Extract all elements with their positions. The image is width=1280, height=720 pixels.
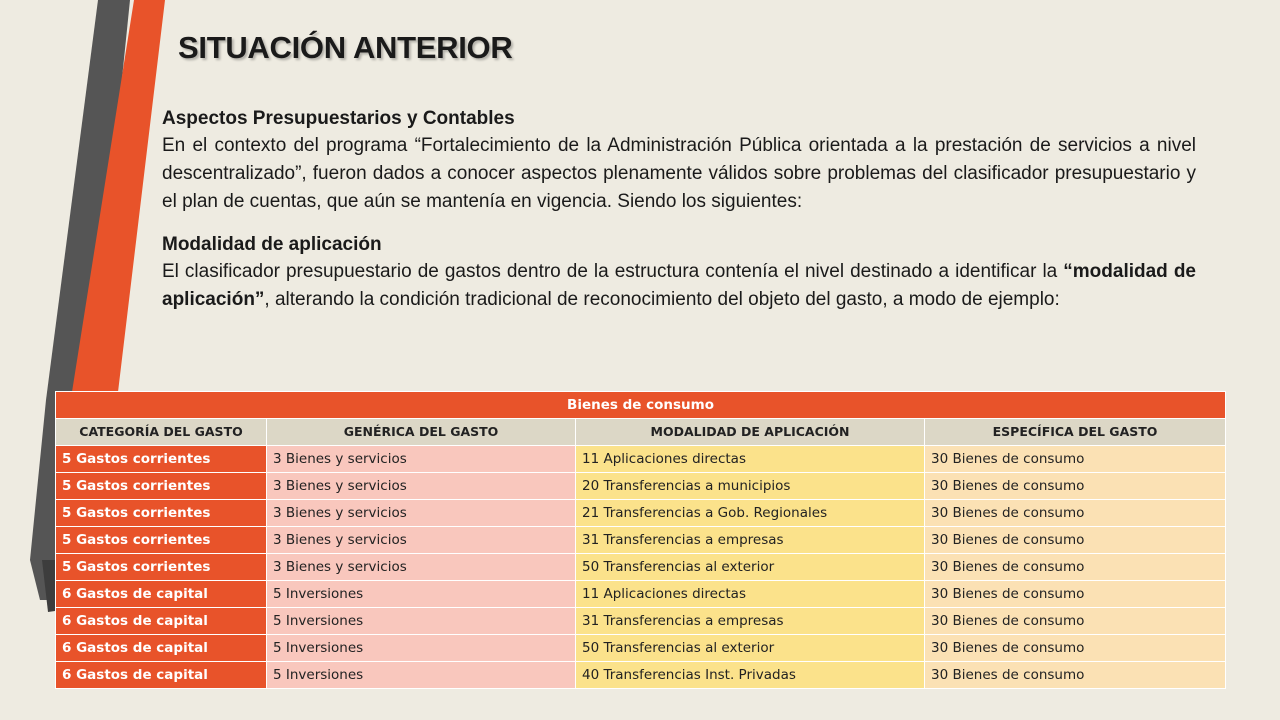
section-body-aspectos: En el contexto del programa “Fortalecimiento de la Administración Pública orientada a la prestación de servicios a nivel descentralizado”, fueron dados a conocer aspectos plenamente válidos sobre problemas del clasificador presupuestario y el plan de cuentas, que aún se mantenía en vigencia. Siendo los siguientes: xyxy=(162,135,1196,212)
cell-modalidad: 31 Transferencias a empresas xyxy=(576,608,925,635)
table-row xyxy=(56,554,1226,581)
cell-categoria: 6 Gastos de capital xyxy=(56,635,267,662)
section-body-modalidad xyxy=(162,258,1196,314)
cell-modalidad: 50 Transferencias al exterior xyxy=(576,554,925,581)
table-row xyxy=(56,527,1226,554)
table-row xyxy=(56,608,1226,635)
cell-generica: 3 Bienes y servicios xyxy=(267,500,576,527)
cell-generica: 5 Inversiones xyxy=(267,608,576,635)
slide-content xyxy=(162,106,1196,314)
cell-categoria: 5 Gastos corrientes xyxy=(56,500,267,527)
cell-categoria: 6 Gastos de capital xyxy=(56,662,267,689)
cell-especifica: 30 Bienes de consumo xyxy=(925,608,1226,635)
cell-generica: 3 Bienes y servicios xyxy=(267,554,576,581)
cell-categoria: 5 Gastos corrientes xyxy=(56,446,267,473)
body-text-start: El clasificador presupuestario de gastos dentro de la estructura contenía el nivel destinado a identificar la xyxy=(162,261,1064,282)
cell-modalidad: 11 Aplicaciones directas xyxy=(576,446,925,473)
cell-especifica: 30 Bienes de consumo xyxy=(925,500,1226,527)
table-title-row xyxy=(56,392,1226,419)
cell-categoria: 5 Gastos corrientes xyxy=(56,527,267,554)
table-row xyxy=(56,446,1226,473)
table-row xyxy=(56,581,1226,608)
cell-modalidad: 40 Transferencias Inst. Privadas xyxy=(576,662,925,689)
slide-title: SITUACIÓN ANTERIOR xyxy=(178,30,513,65)
cell-modalidad: 31 Transferencias a empresas xyxy=(576,527,925,554)
cell-especifica: 30 Bienes de consumo xyxy=(925,662,1226,689)
table-row xyxy=(56,662,1226,689)
cell-especifica: 30 Bienes de consumo xyxy=(925,527,1226,554)
cell-especifica: 30 Bienes de consumo xyxy=(925,581,1226,608)
table-row xyxy=(56,635,1226,662)
cell-categoria: 6 Gastos de capital xyxy=(56,608,267,635)
cell-generica: 5 Inversiones xyxy=(267,581,576,608)
header-categoria: CATEGORÍA DEL GASTO xyxy=(56,419,267,446)
body-text-bold: “modalidad de aplicación” xyxy=(162,261,1196,310)
body-text-end: , alterando la condición tradicional de reconocimiento del objeto del gasto, a modo de ejemplo: xyxy=(264,289,1060,310)
cell-modalidad: 11 Aplicaciones directas xyxy=(576,581,925,608)
table-row xyxy=(56,500,1226,527)
cell-generica: 5 Inversiones xyxy=(267,635,576,662)
cell-generica: 5 Inversiones xyxy=(267,662,576,689)
cell-modalidad: 21 Transferencias a Gob. Regionales xyxy=(576,500,925,527)
cell-categoria: 5 Gastos corrientes xyxy=(56,554,267,581)
table-title: Bienes de consumo xyxy=(56,392,1226,419)
budget-classifier-table xyxy=(55,391,1226,689)
header-generica: GENÉRICA DEL GASTO xyxy=(267,419,576,446)
section-heading-aspectos: Aspectos Presupuestarios y Contables xyxy=(162,108,515,129)
cell-categoria: 5 Gastos corrientes xyxy=(56,473,267,500)
cell-generica: 3 Bienes y servicios xyxy=(267,473,576,500)
cell-modalidad: 50 Transferencias al exterior xyxy=(576,635,925,662)
cell-especifica: 30 Bienes de consumo xyxy=(925,635,1226,662)
header-modalidad: MODALIDAD DE APLICACIÓN xyxy=(576,419,925,446)
cell-generica: 3 Bienes y servicios xyxy=(267,446,576,473)
section-heading-modalidad: Modalidad de aplicación xyxy=(162,234,382,255)
cell-categoria: 6 Gastos de capital xyxy=(56,581,267,608)
table-header-row xyxy=(56,419,1226,446)
cell-especifica: 30 Bienes de consumo xyxy=(925,446,1226,473)
cell-generica: 3 Bienes y servicios xyxy=(267,527,576,554)
cell-especifica: 30 Bienes de consumo xyxy=(925,473,1226,500)
cell-especifica: 30 Bienes de consumo xyxy=(925,554,1226,581)
header-especifica: ESPECÍFICA DEL GASTO xyxy=(925,419,1226,446)
cell-modalidad: 20 Transferencias a municipios xyxy=(576,473,925,500)
table-row xyxy=(56,473,1226,500)
